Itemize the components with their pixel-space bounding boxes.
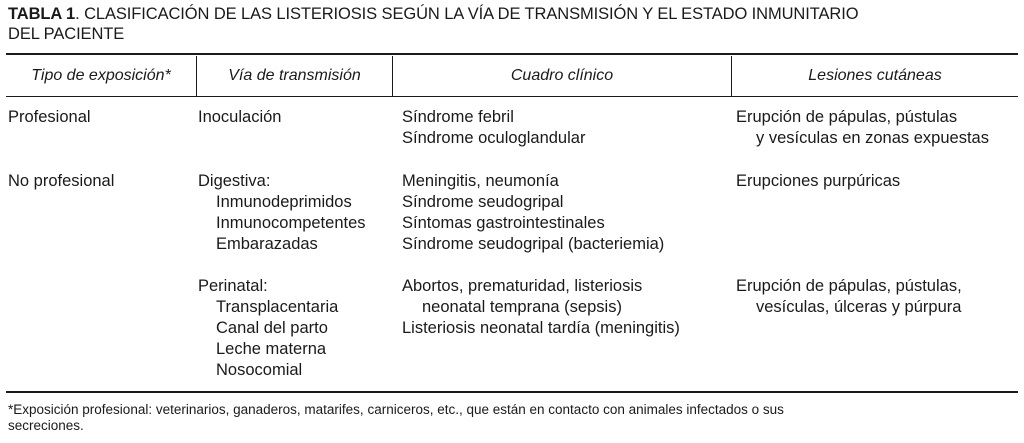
cell-route: Leche materna bbox=[216, 340, 327, 358]
table-title bbox=[8, 4, 1008, 44]
cell-skin: Erupción de pápulas, pústulas, bbox=[736, 277, 962, 295]
table-row-nonprofessional-exposure bbox=[8, 171, 114, 192]
table-row-professional-exposure bbox=[8, 107, 91, 128]
cell-clinical: Síndrome oculoglandular bbox=[402, 129, 586, 147]
cell-clinical: Listeriosis neonatal tardía (meningitis) bbox=[402, 319, 680, 337]
cell-clinical: Síndrome seudogripal (bacteriemia) bbox=[402, 235, 665, 253]
table-row-professional-clinical bbox=[402, 107, 585, 149]
table-title-line-2: DEL PACIENTE bbox=[8, 25, 125, 43]
cell-clinical: Síndrome seudogripal bbox=[402, 193, 564, 211]
table-bottom-rule bbox=[6, 391, 1018, 393]
table-title-line-1 bbox=[8, 4, 1008, 24]
cell-skin: y vesículas en zonas expuestas bbox=[756, 129, 989, 147]
header-clinical-picture: Cuadro clínico bbox=[510, 67, 614, 84]
table-header-row bbox=[6, 56, 1018, 96]
cell-skin: Erupción de pápulas, pústulas bbox=[736, 108, 958, 126]
cell-route: Inmunodeprimidos bbox=[216, 193, 352, 211]
cell-clinical: Síndrome febril bbox=[402, 108, 514, 126]
cell-clinical: neonatal temprana (sepsis) bbox=[422, 298, 622, 316]
cell-exposure: No profesional bbox=[8, 172, 115, 190]
cell-route: Transplacentaria bbox=[216, 298, 339, 316]
footnote-line-2: secreciones. bbox=[8, 418, 84, 433]
table-row-digestive-skin bbox=[736, 171, 900, 192]
cell-clinical: Síntomas gastrointestinales bbox=[402, 214, 605, 232]
header-skin-lesions: Lesiones cutáneas bbox=[808, 67, 942, 84]
cell-skin: vesículas, úlceras y púrpura bbox=[756, 298, 962, 316]
table-row-perinatal-clinical bbox=[402, 276, 680, 339]
cell-skin: Erupciones purpúricas bbox=[736, 172, 901, 190]
cell-route: Perinatal: bbox=[198, 277, 268, 295]
table-row-professional-skin bbox=[736, 107, 989, 149]
cell-route: Embarazadas bbox=[216, 235, 318, 253]
cell-route: Inmunocompetentes bbox=[216, 214, 366, 232]
header-exposure-type: Tipo de exposición* bbox=[31, 67, 171, 84]
table-row-perinatal-skin bbox=[736, 276, 962, 318]
table-row-digestive-clinical bbox=[402, 171, 664, 255]
table-footnote bbox=[8, 402, 1013, 434]
cell-route: Digestiva: bbox=[198, 172, 271, 190]
table-row-professional-route bbox=[198, 107, 281, 128]
cell-exposure: Profesional bbox=[8, 108, 91, 126]
header-transmission-route: Vía de transmisión bbox=[228, 67, 361, 84]
table-top-rule bbox=[6, 53, 1018, 55]
cell-route: Nosocomial bbox=[216, 361, 303, 379]
cell-clinical: Abortos, prematuridad, listeriosis bbox=[402, 277, 643, 295]
table-header-rule bbox=[6, 96, 1018, 97]
footnote-line-1: *Exposición profesional: veterinarios, ganaderos, matarifes, carniceros, etc., que están en contacto con animales infectados o sus bbox=[8, 402, 784, 417]
cell-clinical: Meningitis, neumonía bbox=[402, 172, 559, 190]
cell-route: Canal del parto bbox=[216, 319, 328, 337]
table-row-perinatal-route bbox=[198, 276, 338, 381]
cell-route: Inoculación bbox=[198, 108, 282, 126]
table-number-label: TABLA 1 bbox=[8, 5, 76, 23]
table-title-text: . CLASIFICACIÓN DE LAS LISTERIOSIS SEGÚN LA VÍA DE TRANSMISIÓN Y EL ESTADO INMUNITARIO bbox=[75, 5, 859, 23]
table-row-digestive-route bbox=[198, 171, 366, 255]
